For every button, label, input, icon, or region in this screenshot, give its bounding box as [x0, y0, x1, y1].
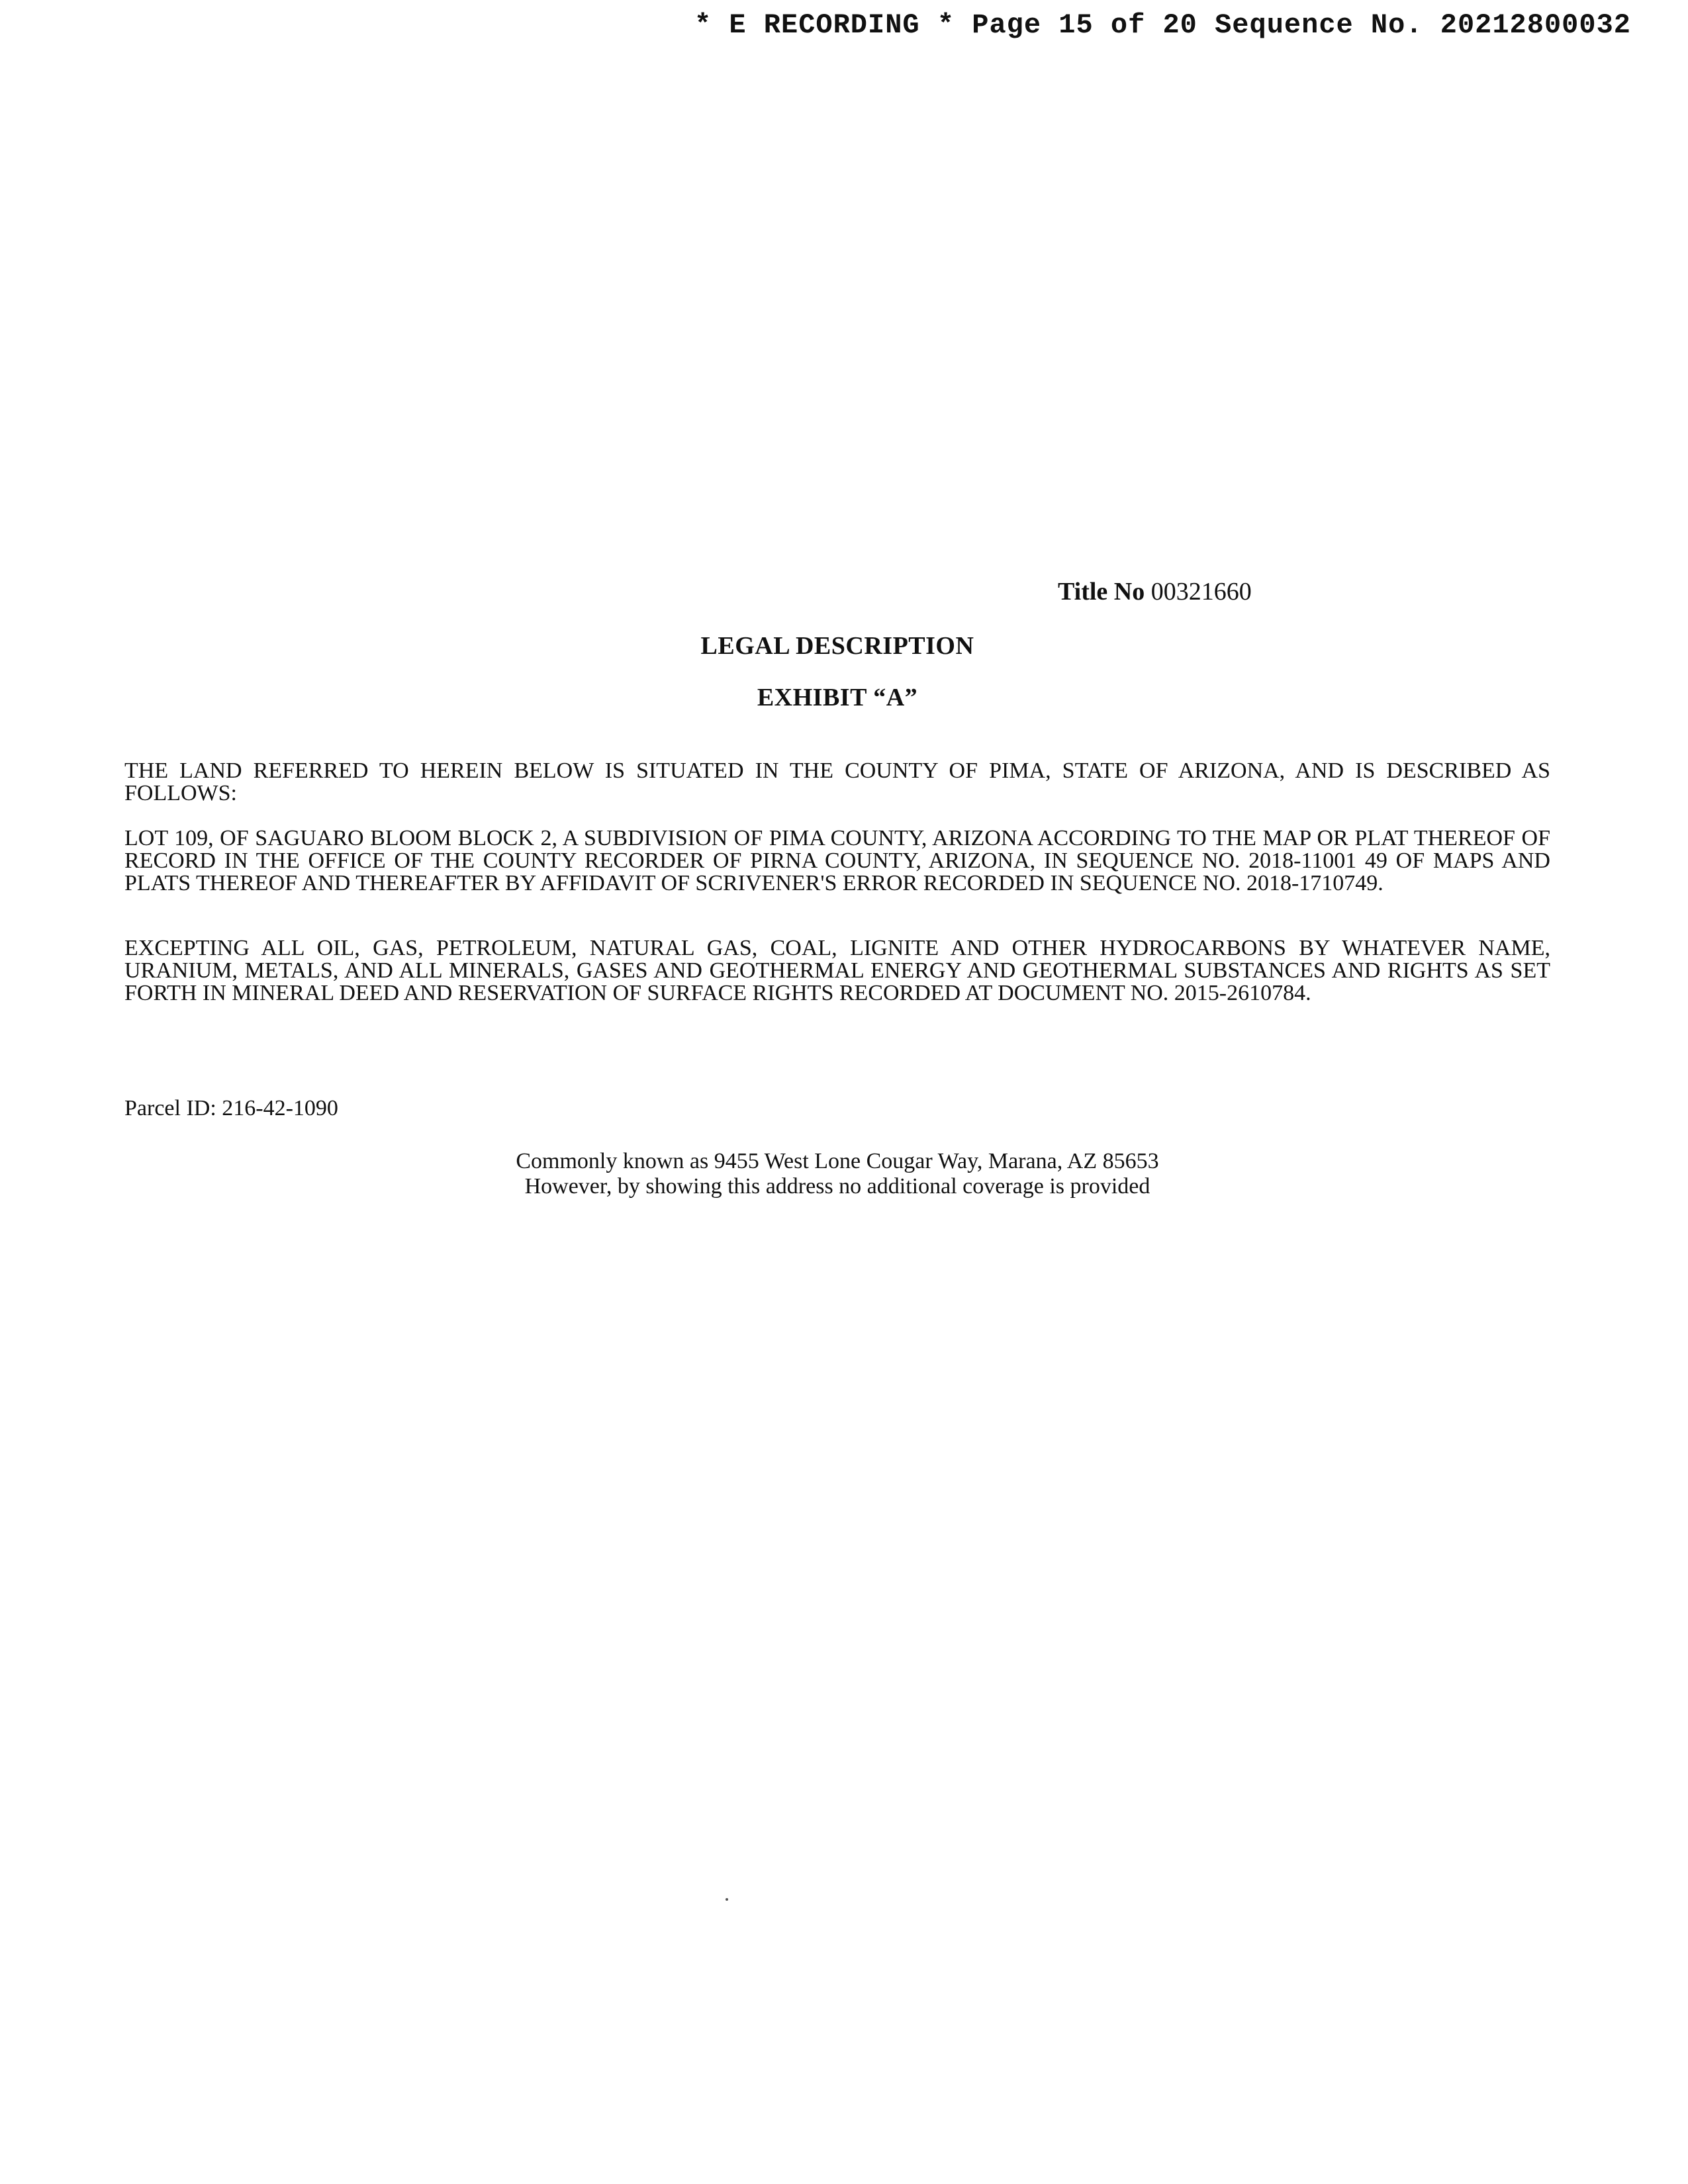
commonly-known-address: Commonly known as 9455 West Lone Cougar Way, Marana, AZ 85653 [516, 1149, 1159, 1173]
situated-paragraph: THE LAND REFERRED TO HEREIN BELOW IS SITUATED IN THE COUNTY OF PIMA, STATE OF ARIZONA, AND IS DESCRIBED AS FOLLOWS: [124, 758, 1550, 805]
lot-paragraph: LOT 109, OF SAGUARO BLOOM BLOCK 2, A SUBDIVISION OF PIMA COUNTY, ARIZONA ACCORDING TO THE MAP OR PLAT THEREOF OF RECORD IN THE OFFICE OF THE COUNTY RECORDER OF PIRNA COUNTY, ARIZONA, IN SEQUENCE NO. 2018-11001 49 OF MAPS AND PLATS THEREOF AND THEREAFTER BY AFFIDAVIT OF SCRIVENER'S ERROR RECORDED IN SEQUENCE NO. 2018-1710749. [124, 826, 1550, 895]
legal-description-heading: LEGAL DESCRIPTION [700, 632, 974, 660]
title-number-value: 00321660 [1150, 578, 1252, 606]
recording-header: * E RECORDING * Page 15 of 20 Sequence No. 20212800032 [694, 9, 1631, 41]
parcel-id: Parcel ID: 216-42-1090 [124, 1096, 338, 1120]
address-block [0, 1149, 1675, 1199]
address-disclaimer: However, by showing this address no additional coverage is provided [524, 1174, 1150, 1199]
excepting-paragraph: EXCEPTING ALL OIL, GAS, PETROLEUM, NATURAL GAS, COAL, LIGNITE AND OTHER HYDROCARBONS BY WHATEVER NAME, URANIUM, METALS, AND ALL MINERALS, GASES AND GEOTHERMAL ENERGY AND GEOTHERMAL SUBSTANCES AND RIGHTS AS SET FORTH IN MINERAL DEED AND RESERVATION OF SURFACE RIGHTS RECORDED AT DOCUMENT NO. 2015-2610784. [124, 936, 1550, 1005]
scan-speck [726, 1898, 728, 1901]
title-number-label: Title No [1058, 578, 1145, 606]
title-number [1058, 577, 1252, 606]
exhibit-heading: EXHIBIT “A” [757, 684, 918, 711]
